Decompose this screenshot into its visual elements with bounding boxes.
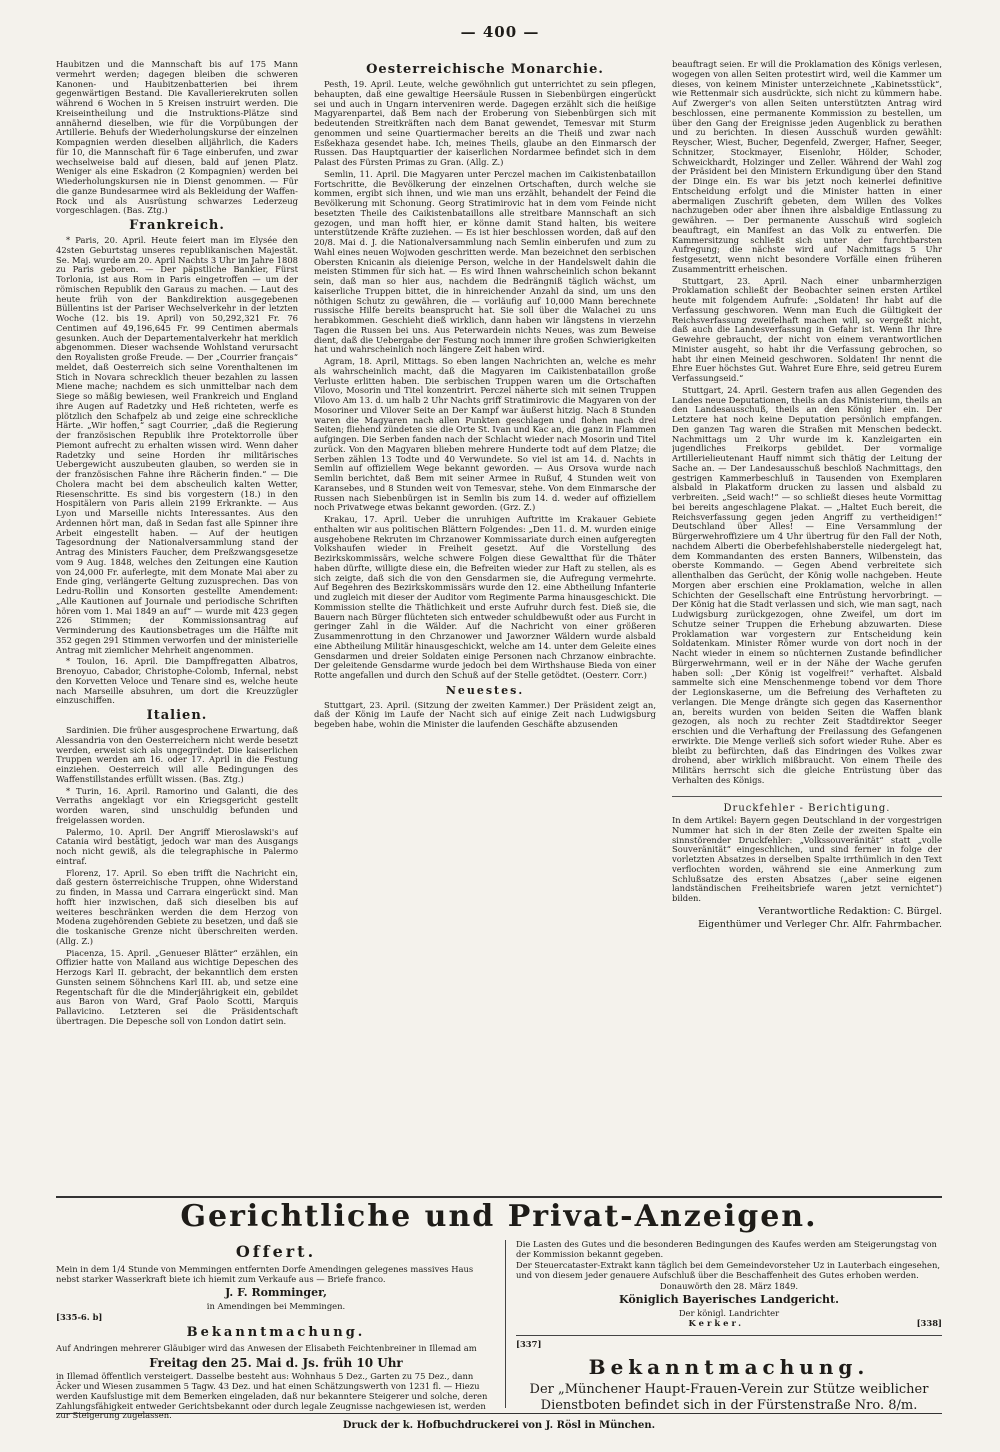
article-continuation: beauftragt seien. Er will die Proklamation des Königs verlesen, wogegen von allen Seiten protestirt wird, weil die Kammer um dieses, von keinem Minister unterzeichnete „Kabinetsstück“, wie Rettenmair sich ausdrückte, sich nicht zu kümmern habe. Auf Zwerger's von allen Seiten unterstützten Antrag wird beschlossen, eine permanente Kommission zu bestellen, um über den Gang der Ereignisse jeden Augenblick zu berathen und zu berichten. In diesen Ausschuß wurden gewählt: Reyscher, Wiest, Bucher, Degenfeld, Zwerger, Hafner, Seeger, Schnitzer, Stockmayer, Eisenlohr, Hölder, Schoder, Schweickhardt, Holzinger und Zeller. Während der Wahl zog der Präsident bei den Ministern Erkundigung über den Stand der Dinge ein. Es war bis jetzt noch keinerlei definitive Entscheidung erfolgt und die Minister hatten in einer abermaligen Zuschrift gebeten, dem Willen des Volkes nachzugeben oder aber ihnen ihre alsbaldige Entlassung zu gewähren. — Der permanente Ausschuß wird sogleich beauftragt, ein Manifest an das Volk zu entwerfen. Die Kammersitzung schließt sich unter der furchtbarsten Aufregung; die nächste wird auf Nachmittags 5 Uhr festgesetzt, wenn nicht besondere Vorfälle einen früheren Zusammentritt erheischen. [672, 60, 942, 274]
right-ad-text-1: Die Lasten des Gutes und die besonderen Bedingungen des Kaufes werden am Steigerungstag von der Kommission bekannt gegeben. [516, 1239, 937, 1259]
bekanntmachung-1-text: in Illemad öffentlich versteigert. Dasselbe besteht aus: Wohnhaus 5 Dez., Garten zu 75 Dez., dann Äcker und Wiesen zusammen 5 Tagw. 43 Dez. und hat einen Schätzungswerth von 1231 fl. — Hiezu werden Kaufslustige mit dem Bemerken eingeladen, daß nur bekanntere Steigerer und solche, deren Zahlungsfähigkeit entweder Gerichtsbekannt oder durch legale Zeugnisse nachgewiesen ist, werden zur Steigerung zugelassen. [56, 1370, 488, 1421]
page-number: — 400 — [460, 23, 540, 41]
right-ad-rule [516, 1335, 942, 1336]
offert-signature: J. F. Romminger, [225, 1285, 327, 1299]
column-2 [314, 60, 656, 1190]
ads-divider [505, 1240, 506, 1408]
bekanntmachung-1-date: Freitag den 25. Mai d. Js. früh 10 Uhr [149, 1355, 403, 1370]
article-piacenza: Piacenza, 15. April. „Genueser Blätter“ erzählen, ein Offizier hatte von Mailand aus wichtige Depeschen des Herzogs Karl II. gebracht, der bekanntlich dem ersten Gunsten seinem Söhnchens Karl III. ab, und setze eine Regentschaft für die die Minderjährigkeit ein, gebildet aus Baron von Ward, Graf Paolo Scotti, Marquis Pallavicino. Letzteren sei die Präsidentschaft übertragen. Die Depesche soll von London datirt sein. [56, 947, 298, 1026]
section-heading-italien: Italien. [146, 708, 208, 724]
article-turin: * Turin, 16. April. Ramorino und Galanti, die des Verraths angeklagt vor ein Kriegsgericht gestellt worden waren, sind unschuldig befunden und freigelassen worden. [56, 785, 298, 825]
article-agram: Agram, 18. April, Mittags. So eben langen Nachrichten an, welche es mehr als wahrscheinlich macht, daß die Magyaren im Caikistenbataillon große Verluste erlitten haben. Die serbischen Truppen waren um die Ortschaften Vilovo, Mosorin und Titel konzentrirt. Perczel näherte sich mit seinen Truppen Vilovo Am 13. d. um halb 2 Uhr Nachts griff Stratimirovic die Magyaren von der Mosoriner und Vilover Seite an Der Kampf war äußerst hitzig. Nach 8 Stunden waren die Magyaren nach allen Punkten geschlagen und flohen nach drei Seiten; fliehend zündeten sie die Orte St. Ivan und Kac an, die ganz in Flammen aufgingen. Die Serben fanden nach der Schlacht wieder nach Mosorin und Titel zurück. Von den Magyaren blieben mehrere Hunderte todt auf dem Platze; die Serben zählen 13 Todte und 40 Verwundete. So viel ist am 14. d. Nachts in Semlin auf offiziellem Wege bekannt geworden. — Aus Orsova wurde nach Semlin berichtet, daß Bem mit seiner Armee in Rußuf, 4 Stunden weit von Karansebes, und 8 Stunden weit von Temesvar, stehe. Von dem Einmarsche der Russen nach Siebenbürgen ist in Semlin bis zum 14. d. weder auf offiziellem noch Privatwege etwas bekannt geworden. (Grz. Z.) [314, 356, 656, 513]
printer-imprint: Druck der k. Hofbuchdruckerei von J. Rösl in München. [342, 1420, 656, 1431]
article-stuttgart-kammer: Stuttgart, 23. April. (Sitzung der zweiten Kammer.) Der Präsident zeigt an, daß der König im Laufe der Nacht sich auf einige Zeit nach Ludwigsburg begeben habe, wohin die Minister die laufenden Geschäfte abzusenden [314, 699, 656, 730]
section-heading-frankreich: Frankreich. [129, 218, 225, 233]
ads-right [516, 1240, 942, 1414]
article-paris: * Paris, 20. April. Heute feiert man im Elysée den 42sten Geburtstag unseres republikanischen Majestät. Se. Maj. wurde am 20. April Nachts 3 Uhr im Jahre 1808 zu Paris geboren. — Der päpstliche Bankier, Fürst Torlonia, ist aus Rom in Paris eingetroffen — um der römischen Republik den Garaus zu machen. — Laut des heute früh von der Bankdirektion ausgegebenen Büllentins ist der Pariser Wechselverkehr in der letzten Woche (12. bis 19. April) von 50,292,321 Fr. 76 Centimen auf 49,196,645 Fr. 99 Centimen abermals gesunken. Auch der Departementalverkehr hat merklich abgenommen. Dieser wachsende Wohlstand verursacht den Royalisten große Freude. — Der „Courrier français“ meldet, daß Oesterreich sich seine Vorenthaltenen im Stich in Novara schrecklich theuer bezahlen zu lassen Miene mache; nachdem es sich unmittelbar nach dem Siege so mäßig bewiesen, weil Frankreich und England ihre Augen auf Radetzky und Heß richteten, werfe es plötzlich den Schafpelz ab und zeige eine schreckliche Härte. „Wir hoffen,“ sagt Courrier, „daß die Regierung der französischen Republik ihre Protektorrolle über Piemont aufrecht zu erhalten wissen wird. Wenn daher Radetzky und seine Horden ihr militärisches Uebergewicht auszubeuten glauben, so werden sie in der französischen Fahne ihre Rächerin finden.“ — Die Cholera macht bei dem abscheulich kalten Wetter, Riesenschritte. Es sind bis vorgestern (18.) in den Hospitälern von Paris allein 2199 Erkrankte. — Aus Lyon und Marseille nichts Interessantes. Aus den Ardennen hört man, daß in Sedan fast alle Spinner ihre Arbeit eingestellt haben. — Auf der heutigen Tagesordnung der Nationalversammlung stand der Antrag des Ministers Faucher, dem Preßzwangsgesetze vom 9 Aug. 1848, welches den Zeitungen eine Kaution von 24,000 Fr. auferlegte, mit dem Monate Mai aber zu Ende ging, verlängerte Geltung zuzusprechen. Das von Ledru-Rollin und Konsorten gestellte Amendement: „Alle Kautionen auf Journale und periodische Schriften hören vom 1. Mai 1849 an auf“ — wurde mit 423 gegen 226 Stimmen; der Kommissionsantrag auf Verminderung des Kautionsbetrages um die Hälfte mit 352 gegen 291 Stimmen verworfen und der ministerielle Antrag mit ziemlicher Mehrheit angenommen. [56, 235, 298, 655]
offert-title: Offert. [235, 1242, 317, 1261]
article-florenz: Florenz, 17. April. So eben trifft die Nachricht ein, daß gestern österreichische Truppen, ohne Widerstand zu finden, in Massa und Carrara eingerückt sind. Man hofft hier inzwischen, daß sich dieselben bis auf weiteres beschränken werden die dem Herzog von Modena zugehörenden Gebiete zu besetzen, und daß sie die toskanische Grenze nicht überschreiten werden. (Allg. Z.) [56, 867, 298, 946]
article-text: Haubitzen und die Mannschaft bis auf 175 Mann vermehrt werden; dagegen bleiben die schweren Kanonen- und Haubitzenbatterien bei ihrem gegenwärtigen Bestand. Die Kavallerierekruten sollen während 6 Wochen in 5 Kreisen instruirt werden. Die Kreiseintheilung und die Instruktions-Plätze sind annähernd dieselben, wie für die Vorpübungen der Artillerie. Behufs der Wiederholungskurse der einzelnen Kompagnien werden dieselben alljährlich, die Kaders für 10, die Mannschaft für 6 Tage einberufen, und zwar wechselweise bald auf diesen, bald auf jenen Platz. Weniger als eine Eskadron (2 Kompagnien) werden bei Wiederholungskursen nie in Dienst genommen. — Für die ganze Bundesarmee wird als Bekleidung der Waffen-Rock und als Ausrüstung schwarzes Lederzeug vorgeschlagen. (Bas. Ztg.) [56, 60, 298, 216]
bekanntmachung-1-intro: Auf Andringen mehrerer Gläubiger wird das Anwesen der Elisabeth Feichtenbreiner in Illemad am [56, 1342, 477, 1353]
column-3 [672, 60, 942, 1190]
section-rule [56, 1196, 942, 1198]
offert-place: in Amendingen bei Memmingen. [206, 1300, 346, 1311]
offert-text: Mein in dem 1/4 Stunde von Memmingen entfernten Dorfe Amendingen gelegenes massives Haus nebst starker Wasserkraft biete ich hiemit zum Verkaufe aus — Briefe franco. [56, 1263, 474, 1284]
article-semlin: Semlin, 11. April. Die Magyaren unter Perczel machen im Caikistenbataillon Fortschritte, die Bevölkerung der einzelnen Ortschaften, durch welche sie kommen, ergibt sich ihnen, und wie man uns erzählt, behandelt der Feind die Bevölkerung mit Schonung. Georg Stratimirovic hat in dem vom Feinde nicht besetzten Theile des Caikistenbataillons alle streitbare Mannschaft an sich gezogen, und man hofft hier, er könne damit Stand halten, bis weitere unterstützende Kräfte zuziehen. — Es ist hier beschlossen worden, daß auf den 20/8. Mai d. J. die Nationalversammlung nach Semlin einberufen und zum zu Wahl eines neuen Wojwoden geschritten werde. Man bezeichnet den serbischen Obersten Knicanin als dieienige Person, welche in der Handelswelt dahin die meisten Stimmen für sich hat. — Es wird Ihnen wahrscheinlich schon bekannt sein, daß man so hier aus, nachdem die Bedrängniß täglich wächst, um kaiserliche Truppen bittet, die in hinreichender Anzahl da sind, um uns den nöthigen Schutz zu gewähren, die — vorläufig auf 10,000 Mann berechnete russische Hilfe bereits beansprucht hat. Sie soll über die Walachei zu uns herabkommen. Geschieht dieß wirklich, dann haben wir längstens in vierzehn Tagen die Russen bei uns. Aus Peterwardein nichts Neues, was zum Beweise dient, daß die Uebergabe der Festung noch immer ihre großen Schwierigkeiten hat und wahrscheinlich noch längere Zeit haben wird. [314, 168, 656, 355]
offert-number: [335-6. b] [56, 1311, 103, 1322]
ads-header: Gerichtliche und Privat-Anzeigen. [180, 1199, 818, 1234]
bekanntmachung-1-title: Bekanntmachung. [186, 1325, 366, 1341]
article-palermo: Palermo, 10. April. Der Angriff Mieroslawski's auf Catania wird bestätigt, jedoch war man des Ausgangs noch nicht gewiß, als die telegraphische in Palermo eintraf. [56, 826, 298, 866]
section-heading-oesterreich: Oesterreichische Monarchie. [366, 62, 604, 77]
erratum-title: Druckfehler - Berichtigung. [723, 802, 891, 814]
right-ad-2-title: Bekanntmachung. [588, 1355, 870, 1380]
column-1 [56, 60, 298, 1190]
article-stuttgart-24: Stuttgart, 24. April. Gestern trafen aus allen Gegenden des Landes neue Deputationen, theils an das Ministerium, theils an den Landesausschuß, theils an den König hier ein. Der Letztere hat noch keine Deputation persönlich empfangen. Den ganzen Tag waren die Straßen mit Menschen bedeckt. Nachmittags um 2 Uhr wurde im k. Kanzleigarten ein jugendliches Freikorps gebildet. Der vormalige Artillerielieutenant Hauff nimmt sich thätig der Leitung der Sache an. — Der Landesausschuß beschloß Nachmittags, den gestrigen Kammerbeschluß in Tausenden von Exemplaren alsbald in Plakatform drucken zu lassen und alsbald zu verbreiten. „Seid wach!“ — so schließt dieses heute Vormittag bei bereits angeschlagene Plakat. — „Haltet Euch bereit, die Reichsverfassung gegen jeden Angriff zu vertheidigen!“ Deutschland über Alles! — Eine Versammlung der Bürgerwehroffiziere um 4 Uhr übertrug für den Fall der Noth, nachdem Alberti die Oberbefehlshaberstelle niedergelegt hat, dem Kommandanten des ersten Banners, Wilbenstein, das oberste Kommando. — Gegen Abend verbreitete sich allenthalben das Gerücht, der König wolle nachgeben. Heute Morgen aber erschien eine Proklamation, welche in allen Schichten der Gesellschaft eine Entrüstung hervorbringt. — Der König hat die Stadt verlassen und sich, wie man sagt, nach Ludwigsburg zurückgezogen, ohne Zweifel, um dort im Schutze seiner Truppen die Erhebung abzuwarten. Diese Proklamation war vorgestern zur Entscheidung kein Soldatenkam. Minister Römer wurde von dort noch in der Nacht wieder in einem so nüchternen Zustande befindlicher Bürgerwehrmann, weil er in der Nähe der Wache gerufen haben soll: „Der König ist vogelfrei!“ verhaftet. Alsbald sammelte sich eine Menschenmenge tobend vor dem Thore der Legionskaserne, um die Befreiung des Verhafteten zu verlangen. Die Menge drängte sich gegen das Kasernenthor an, bereits wurden von beiden Seiten die Waffen blank gezogen, als noch zu rechter Zeit Stadtdirektor Seeger erschien und die Verhaftung der Freilassung des Gefangenen erwirkte. Die Menge verließ sich sofort wieder Ruhe. Aber es bleibt zu befürchten, daß das Eindringen des Volkes zwar drohend, aber wirklich mißbraucht. Von einem Theile des Militärs herrscht sich die gleiche Entrüstung über das Verhalten des Königs. [672, 384, 942, 785]
article-stuttgart-23: Stuttgart, 23. April. Nach einer unbarmherzigen Proklamation schließt der Beobachter seinen ersten Artikel heute mit folgendem Aufrufe: „Soldaten! Ihr habt auf die Verfassung geschworen. Wenn man Euch die Gültigkeit der Reichsverfassung zweifelhaft machen will, so vergeßt nicht, daß auch die Landesverfassung in Gefahr ist. Wenn Ihr Ihre Gewehre gebraucht, der nicht von einem verantwortlichen Minister ausgeht, so habt ihr die Verfassung gebrochen, so habt ihr einen Meineid geschworen. Soldaten! Ihr nennt die Ehre Euer höchstes Gut. Wahret Eure Ehre, seid getreu Eurem Verfassungseid.“ [672, 275, 942, 383]
erratum-text: In dem Artikel: Bayern gegen Deutschland in der vorgestrigen Nummer hat sich in der 8ten Zeile der zweiten Spalte ein sinnstörender Druckfehler: „Volkssouveränität“ statt „volle Souveränität“ eingeschlichen, und sind ferner in folge der vorletzten Absatzes in derselben Spalte irrthümlich in den Text verflochten worden, während sie eine Anmerkung zum Schlußsatze des ersten Absatzes („aber seine eigenen landständischen Freiheitsbriefe waren jetzt vernichtet“) bilden. [672, 815, 942, 904]
publisher-line: Eigenthümer und Verleger Chr. Alfr. Fahrmbacher. [698, 918, 942, 930]
right-ad-date: Donauwörth den 28. März 1849. [659, 1280, 799, 1291]
footer-rule [56, 1413, 942, 1414]
erratum-notice [672, 796, 942, 930]
ads-left [56, 1240, 496, 1422]
right-ad-authority: Königlich Bayerisches Landgericht. [619, 1292, 839, 1306]
right-ad-text-2: Der Steuercataster-Extrakt kann täglich bei dem Gemeindevorsteher Uz in Lauterbach eingesehen, und von diesem jeder genauere Aufschluß über die Beschaffenheit des Gutes erhoben werden. [516, 1259, 941, 1280]
section-heading-neuestes: Neuestes. [445, 683, 525, 697]
article-toulon: * Toulon, 16. April. Die Dampffregatten Albatros, Brenoyuo, Cabador, Christophe-Colomb, Infernal, nebst den Korvetten Veloce und Tenare sind es, welche heute nach Marseille absuhren, um dort die Kreuzzügler einzuschiffen. [56, 656, 298, 706]
right-ad-number: [338] [916, 1318, 942, 1329]
editor-line: Verantwortliche Redaktion: C. Bürgel. [758, 905, 942, 917]
article-krakau: Krakau, 17. April. Ueber die unruhigen Auftritte im Krakauer Gebiete enthalten wir aus politischen Blättern Folgendes: „Den 11. d. M. wurden einige ausgehobene Rekruten im Chrzanower Kommissariate durch einen aufgeregten Volkshaufen wieder in Freiheit gesetzt. Auf die Vorstellung des Bezirkskommissärs, welche schwere Folgen diese Gewaltthat für die Thäter haben dürfte, willigte diese ein, die Befreiten wieder zur Haft zu stellen, als es sich zeigte, daß sich die von den Gensdarmen sie, die Aufregung vermehrte. Auf Begehren des Bezirkskommissärs wurde den 12. eine Abtheilung Infanterie und zugleich mit dieser der Auditor vom Regimente Parma hinausgeschickt. Die Kommission stellte die Thätlichkeit und erste Aufruhr durch fest. Dieß sie, die Bauern nach Bürger flüchteten sich entweder schuldbewußt oder aus Furcht in geringer Zahl in die Wälder. Auf die Nachricht von einer größeren Zusammenrottung in den Chrzanower und Jaworzner Wäldern wurde alsbald eine Abtheilung Militär hinausgeschickt, welche am 14. unter dem Geleite eines Gensdarmen und dreier Soldaten einige Personen nach Chrzanow einbrachte. Der geleitende Gensdarme wurde jedoch bei dem Wirthshause Bieda von einer Rotte angefallen und durch den Schuß auf der Stelle getödtet. (Oesterr. Corr.) [314, 514, 656, 681]
right-ad-name: Kerker. [688, 1318, 745, 1329]
right-ad-2-text: Der „Münchener Haupt-Frauen-Verein zur Stütze weiblicher Dienstboten befindet sich in der Fürstenstraße Nro. 8/m. [529, 1381, 929, 1414]
article-sardinien: Sardinien. Die früher ausgesprochene Erwartung, daß Alessandria von den Oesterreichern nicht werde besetzt werden, erweist sich als ungegründet. Die kaiserlichen Truppen werden am 16. oder 17. April in die Festung einziehen. Oesterreich will alle Bedingungen des Waffenstillstandes erfüllt wissen. (Bas. Ztg.) [56, 725, 298, 784]
right-ad-2-number: [337] [516, 1339, 542, 1350]
article-pesth: Pesth, 19. April. Leute, welche gewöhnlich gut unterrichtet zu sein pflegen, behaupten, daß eine gewaltige Heersäule Russen in Siebenbürgen eingerückt sei und auch in Ungarn interveniren werde. Dagegen erzählt sich die heißige Magyarenpartei, daß Bem nach der Eroberung von Siebenbürgen sich mit bedeutenden Streitkräften nach dem Banat gewendet, Temesvar mit Sturm genommen und seine Quartiermacher bereits an die Theiß und zwar nach Esßekhaza gesendet habe. Ich, meines Theils, glaube an den Einmarsch der Russen. Das Hauptquartier der kaiserlichen Nordarmee befindet sich in dem Palast des Fürsten Primas zu Gran. (Allg. Z.) [314, 79, 656, 168]
right-ad-official: Der königl. Landrichter [678, 1307, 780, 1318]
